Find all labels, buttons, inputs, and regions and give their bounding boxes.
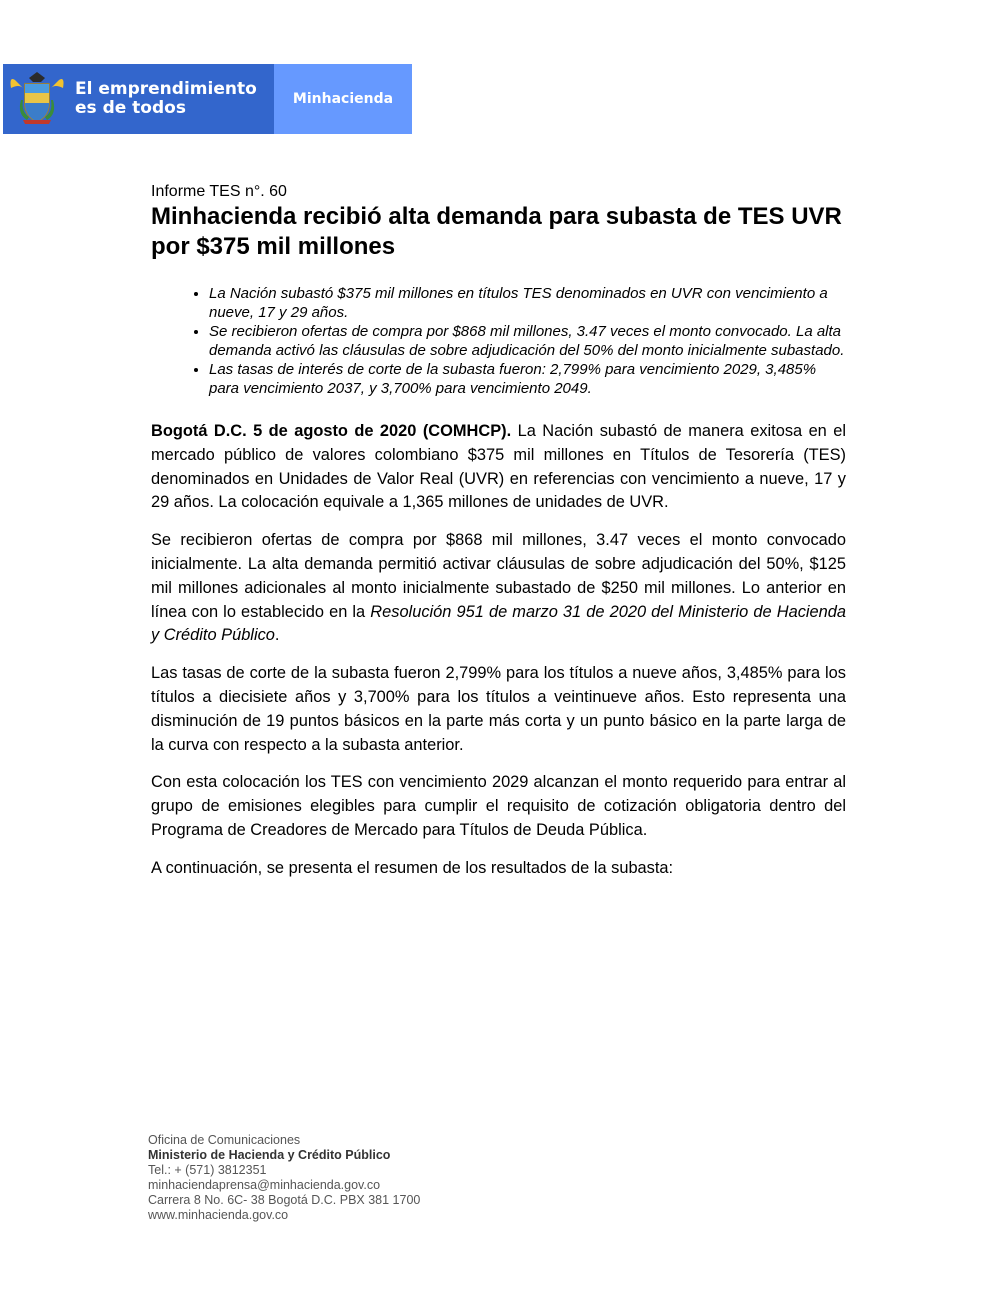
footer-office: Oficina de Comunicaciones (148, 1133, 301, 1147)
slogan-line-1: El emprendimiento (75, 79, 257, 99)
footer-phone: Tel.: + (571) 3812351 (148, 1162, 267, 1177)
article-body (151, 182, 846, 881)
footer-address: Carrera 8 No. 6C- 38 Bogotá D.C. PBX 381 1700 (148, 1192, 421, 1207)
page-title: Minhacienda recibió alta demanda para subasta de TES UVR por $375 mil millones (151, 203, 842, 260)
highlight-item: • La Nación subastó $375 mil millones en títulos TES denominados en UVR con vencimiento a nueve, 17 y 29 años. (209, 284, 846, 322)
paragraph-2-text: Se recibieron ofertas de compra por $868 mil millones, 3.47 veces el monto convocado inicialmente. La alta demanda permitió activar cláusulas de sobre adjudicación del 50%, $125 mil millones adicionales al monto inicialmente subastado de $250 mil millones. Lo anterior en línea con lo establecido en la (151, 531, 846, 621)
slogan-line-2: es de todos (75, 98, 186, 118)
resolution-reference: Resolución 951 de marzo 31 de 2020 del Ministerio de Hacienda y Crédito Público (151, 602, 846, 645)
paragraph-1-text: La Nación subastó de manera exitosa en el mercado público de valores colombiano $375 mil millones en Títulos de Tesorería (TES) denominados en Unidades de Valor Real (UVR) en referencias con vencimiento a nueve, 17 y 29 años. La colocación equivale a 1,365 millones de unidades de UVR. (151, 422, 846, 512)
report-number: Informe TES n°. 60 (151, 183, 287, 200)
dateline: Bogotá D.C. 5 de agosto de 2020 (COMHCP). (151, 422, 512, 440)
paragraph-1 (151, 420, 846, 515)
colombia-coat-of-arms-icon (3, 64, 71, 134)
ministry-logo (274, 64, 412, 134)
highlights-list (151, 284, 846, 398)
paragraph-2-end: . (274, 626, 280, 645)
paragraph-5: A continuación, se presenta el resumen de los resultados de la subasta: (151, 858, 674, 877)
slogan-block (3, 64, 274, 134)
paragraph-4: Con esta colocación los TES con vencimiento 2029 alcanzan el monto requerido para entrar al grupo de emisiones elegibles para cumplir el requisito de cotización obligatoria dentro del Programa de Creadores de Mercado para Títulos de Deuda Pública. (151, 773, 846, 839)
footer-ministry: Ministerio de Hacienda y Crédito Público (148, 1147, 391, 1162)
footer-website: www.minhacienda.gov.co (148, 1207, 289, 1222)
header-logo-banner (3, 64, 412, 134)
highlight-item: • Las tasas de interés de corte de la subasta fueron: 2,799% para vencimiento 2029, 3,485% para vencimiento 2037, y 3,700% para vencimiento 2049. (209, 360, 846, 398)
highlight-item: • Se recibieron ofertas de compra por $868 mil millones, 3.47 veces el monto convocado. La alta demanda activó las cláusulas de sobre adjudicación del 50% del monto inicialmente subastado. (209, 322, 846, 360)
slogan-text (75, 80, 257, 118)
contact-footer (148, 1133, 420, 1222)
ministry-logo-text: Minhacienda (292, 91, 394, 107)
footer-email: minhaciendaprensa@minhacienda.gov.co (148, 1177, 381, 1192)
paragraph-2 (151, 529, 846, 648)
paragraph-3: Las tasas de corte de la subasta fueron 2,799% para los títulos a nueve años, 3,485% para los títulos a diecisiete años y 3,700% para los títulos a veintinueve años. Esto representa una disminución de 19 puntos básicos en la parte más corta y un punto básico en la parte larga de la curva con respecto a la subasta anterior. (151, 664, 846, 754)
